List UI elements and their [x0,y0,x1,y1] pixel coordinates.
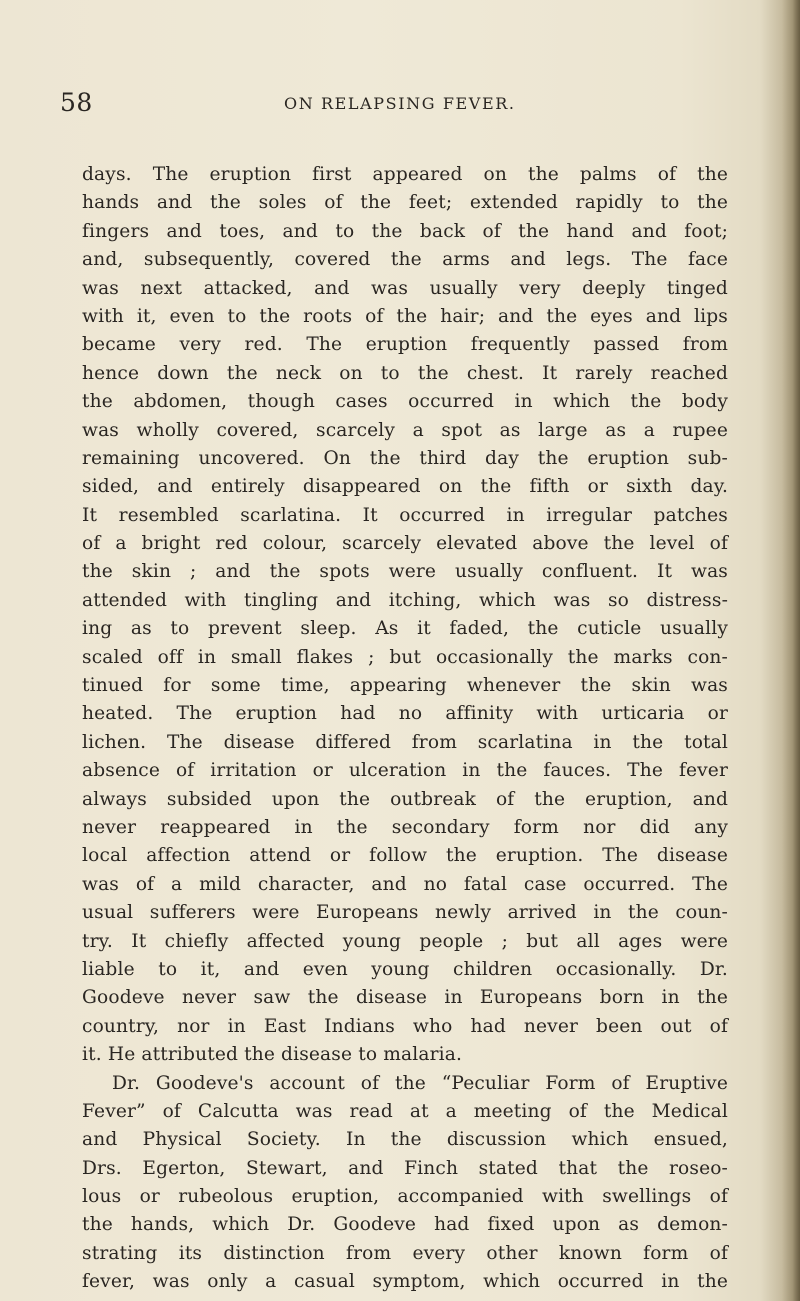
text-line: local affection attend or follow the eruption. The disease [82,845,728,867]
text-line: country, nor in East Indians who had never been out of [82,1015,728,1037]
text-line: Goodeve never saw the disease in Europeans born in the [82,987,728,1009]
text-line: lichen. The disease differed from scarlatina in the total [82,731,728,753]
running-head [60,88,720,118]
body-text [82,161,728,1297]
text-line: hands and the soles of the feet; extended rapidly to the [82,192,728,214]
text-line: hence down the neck on to the chest. It rarely reached [82,362,728,384]
text-line: sided, and entirely disappeared on the fifth or sixth day. [82,476,728,498]
text-line: the skin ; and the spots were usually confluent. It was [82,561,728,583]
text-line: liable to it, and even young children occasionally. Dr. [82,958,728,980]
text-line: Fever” of Calcutta was read at a meeting of the Medical [82,1100,728,1122]
text-line: fever, was only a casual symptom, which occurred in the [82,1271,728,1293]
text-line: remaining uncovered. On the third day the eruption sub- [82,447,728,469]
text-line: ing as to prevent sleep. As it faded, the cuticle usually [82,618,728,640]
text-line: It resembled scarlatina. It occurred in irregular patches [82,504,728,526]
text-line: the hands, which Dr. Goodeve had fixed upon as demon- [82,1214,728,1236]
text-line: tinued for some time, appearing whenever the skin was [82,675,728,697]
text-line: the abdomen, though cases occurred in which the body [82,391,728,413]
text-line: always subsided upon the outbreak of the eruption, and [82,788,728,810]
text-line: was wholly covered, scarcely a spot as large as a rupee [82,419,728,441]
page-edge-shadow [782,0,800,1301]
text-line: heated. The eruption had no affinity with urticaria or [82,703,728,725]
text-line: with it, even to the roots of the hair; and the eyes and lips [82,305,728,327]
text-line: of a bright red colour, scarcely elevated above the level of [82,533,728,555]
text-line: was of a mild character, and no fatal case occurred. The [82,873,728,895]
paragraph-end-line: it. He attributed the disease to malaria. [82,1044,463,1066]
text-line: attended with tingling and itching, which was so distress- [82,589,728,611]
text-line: absence of irritation or ulceration in the fauces. The fever [82,760,728,782]
text-line: try. It chiefly affected young people ; but all ages were [82,930,728,952]
text-line: strating its distinction from every other known form of [82,1242,728,1264]
text-line: and, subsequently, covered the arms and legs. The face [82,249,728,271]
text-line: was next attacked, and was usually very deeply tinged [82,277,728,299]
text-line: never reappeared in the secondary form nor did any [82,816,728,838]
text-line: became very red. The eruption frequently passed from [82,334,728,356]
text-line: Drs. Egerton, Stewart, and Finch stated that the roseo- [82,1157,728,1179]
paragraph-start-line: Dr. Goodeve's account of the “Peculiar Form of Eruptive [112,1072,728,1094]
text-line: fingers and toes, and to the back of the hand and foot; [82,220,728,242]
text-line: scaled off in small flakes ; but occasionally the marks con- [82,646,728,668]
text-line: and Physical Society. In the discussion which ensued, [82,1129,728,1151]
text-line: lous or rubeolous eruption, accompanied with swellings of [82,1186,728,1208]
text-line: usual sufferers were Europeans newly arrived in the coun- [82,902,728,924]
running-title: ON RELAPSING FEVER. [284,94,516,113]
text-line: days. The eruption first appeared on the palms of the [82,164,728,185]
page-number: 58 [60,88,93,117]
